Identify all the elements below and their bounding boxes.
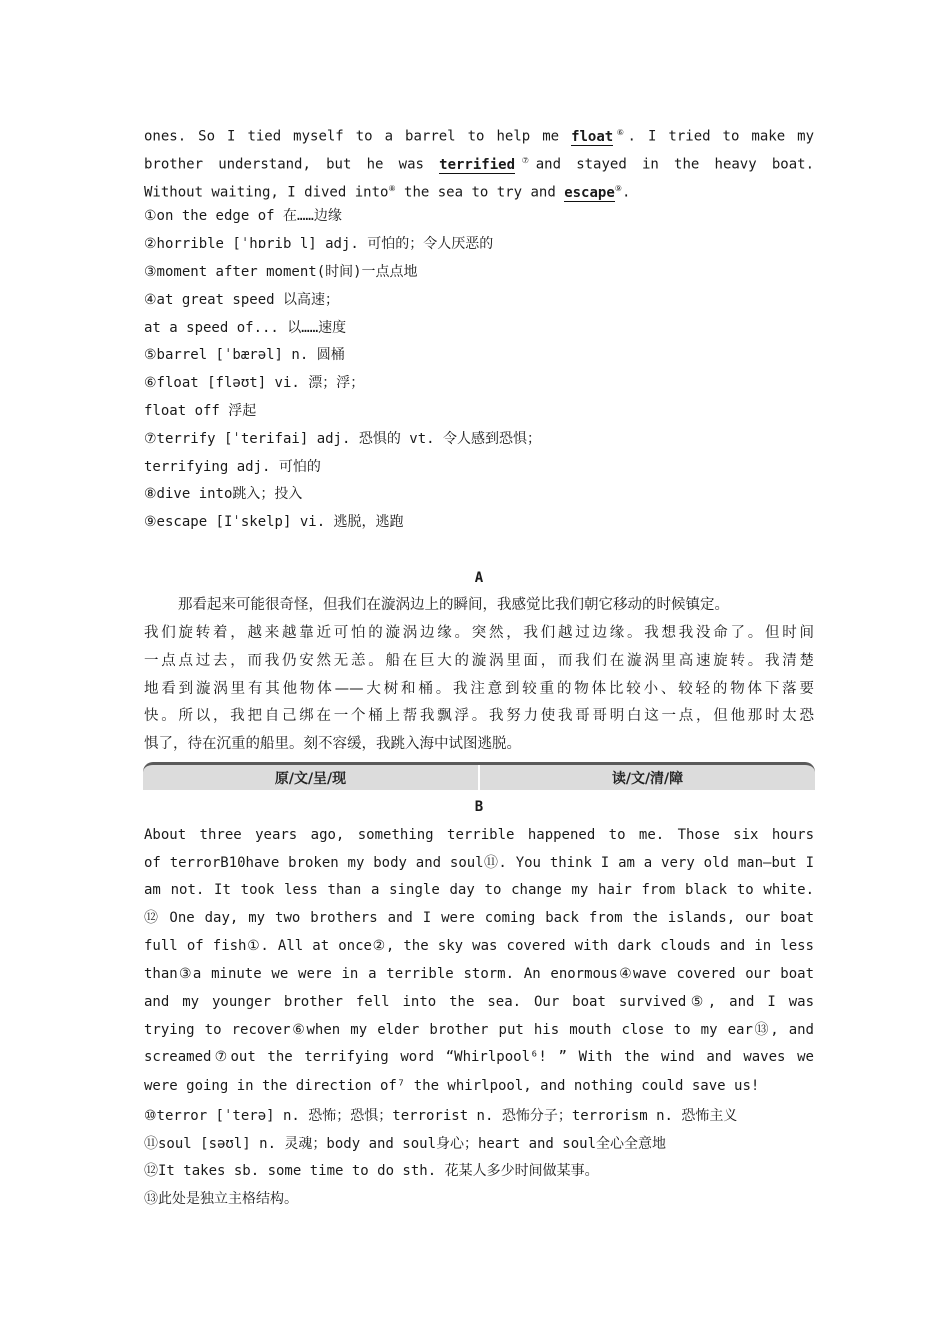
note-line: ①on the edge of 在……边缘 — [144, 208, 342, 224]
translation-line: 一点点过去，而我仍安然无恙。船在巨大的漩涡里面，而我们在漩涡里高速旋转。我清楚 — [144, 653, 814, 669]
note-line: ⑧dive into跳入；投入 — [144, 486, 303, 502]
banner-original-text-label: 原/文/呈/现 — [274, 770, 347, 787]
passage-line: of terrorB10have broken my body and soul⑪. You think I am a very old man—but I — [144, 855, 814, 871]
passage-line: than③a minute we were in a terrible storm. An enormous④wave covered our boat — [144, 966, 814, 982]
banner-reading-notes-label: 读/文/清/障 — [611, 770, 684, 787]
top-text-line-2: brother understand, but he was terrified⑦and stayed in the heavy boat. — [144, 156, 814, 173]
note-line: ⑫It takes sb. some time to do sth. 花某人多少时间做某事。 — [144, 1163, 599, 1179]
note-line: at a speed of... 以……速度 — [144, 320, 347, 336]
translation-line: 惧了，待在沉重的船里。刻不容缓，我跳入海中试图逃脱。 — [144, 736, 521, 752]
section-a-heading: A — [474, 570, 484, 586]
passage-line: trying to recover⑥when my elder brother put his mouth close to my ear⑬, and — [144, 1022, 814, 1038]
passage-line: were going in the direction of⁷ the whirlpool, and nothing could save us! — [144, 1078, 760, 1094]
note-line: ⑩terror [ˈterə] n. 恐怖；恐惧；terrorist n. 恐怖分子；terrorism n. 恐怖主义 — [144, 1108, 738, 1124]
note-line: ⑥float [fləʊt] vi. 漂；浮； — [144, 375, 365, 391]
top-text-line-1: ones. So I tied myself to a barrel to help me float⑥. I tried to make my — [144, 128, 814, 145]
translation-line: 那看起来可能很奇怪，但我们在漩涡边上的瞬间，我感觉比我们朝它移动的时候镇定。 — [178, 597, 729, 613]
passage-line: screamed⑦out the terrifying word “Whirlpool⁶! ” With the wind and waves we — [144, 1049, 814, 1065]
note-line: terrifying adj. 可怕的 — [144, 459, 321, 475]
passage-line: full of fish①. All at once②, the sky was covered with dark clouds and in less — [144, 938, 814, 954]
note-line: float off 浮起 — [144, 403, 257, 419]
note-line: ④at great speed 以高速； — [144, 292, 339, 308]
note-line: ⑨escape [Iˈskelp] vi. 逃脱，逃跑 — [144, 514, 404, 530]
passage-line: am not. It took less than a single day to change my hair from black to white. — [144, 882, 814, 898]
passage-line: ⑫ One day, my two brothers and I were coming back from the islands, our boat — [144, 910, 814, 926]
note-line: ⑤barrel [ˈbærəl] n. 圆桶 — [144, 347, 345, 363]
note-line: ②horrible [ˈhɒrib l] adj. 可怕的；令人厌恶的 — [144, 236, 494, 252]
vocab-float: float — [571, 128, 614, 145]
vocab-escape: escape — [564, 184, 615, 201]
translation-line: 快。所以，我把自己绑在一个桶上帮我飘浮。我努力使我哥哥明白这一点，但他那时太恐 — [144, 708, 814, 724]
note-line: ⑬此处是独立主格结构。 — [144, 1191, 298, 1207]
note-line: ⑦terrify [ˈterifai] adj. 恐惧的 vt. 令人感到恐惧； — [144, 431, 541, 447]
note-line: ③moment after moment(时间)一点点地 — [144, 264, 418, 280]
vocab-terrified: terrified — [439, 156, 515, 173]
section-banner — [143, 762, 815, 790]
note-line: ⑪soul [səʊl] n. 灵魂；body and soul身心；heart and soul全心全意地 — [144, 1136, 667, 1152]
translation-line: 我们旋转着，越来越靠近可怕的漩涡边缘。突然，我们越过边缘。我想我没命了。但时间 — [144, 625, 814, 641]
top-text-line-3: Without waiting, I dived into⑧ the sea to try and escape⑨. — [144, 184, 631, 201]
translation-line: 地看到漩涡里有其他物体——大树和桶。我注意到较重的物体比较小、较轻的物体下落要 — [144, 681, 814, 697]
passage-line: and my younger brother fell into the sea. Our boat survived⑤, and I was — [144, 994, 814, 1010]
section-b-heading: B — [474, 799, 484, 815]
passage-line: About three years ago, something terrible happened to me. Those six hours — [144, 827, 814, 843]
